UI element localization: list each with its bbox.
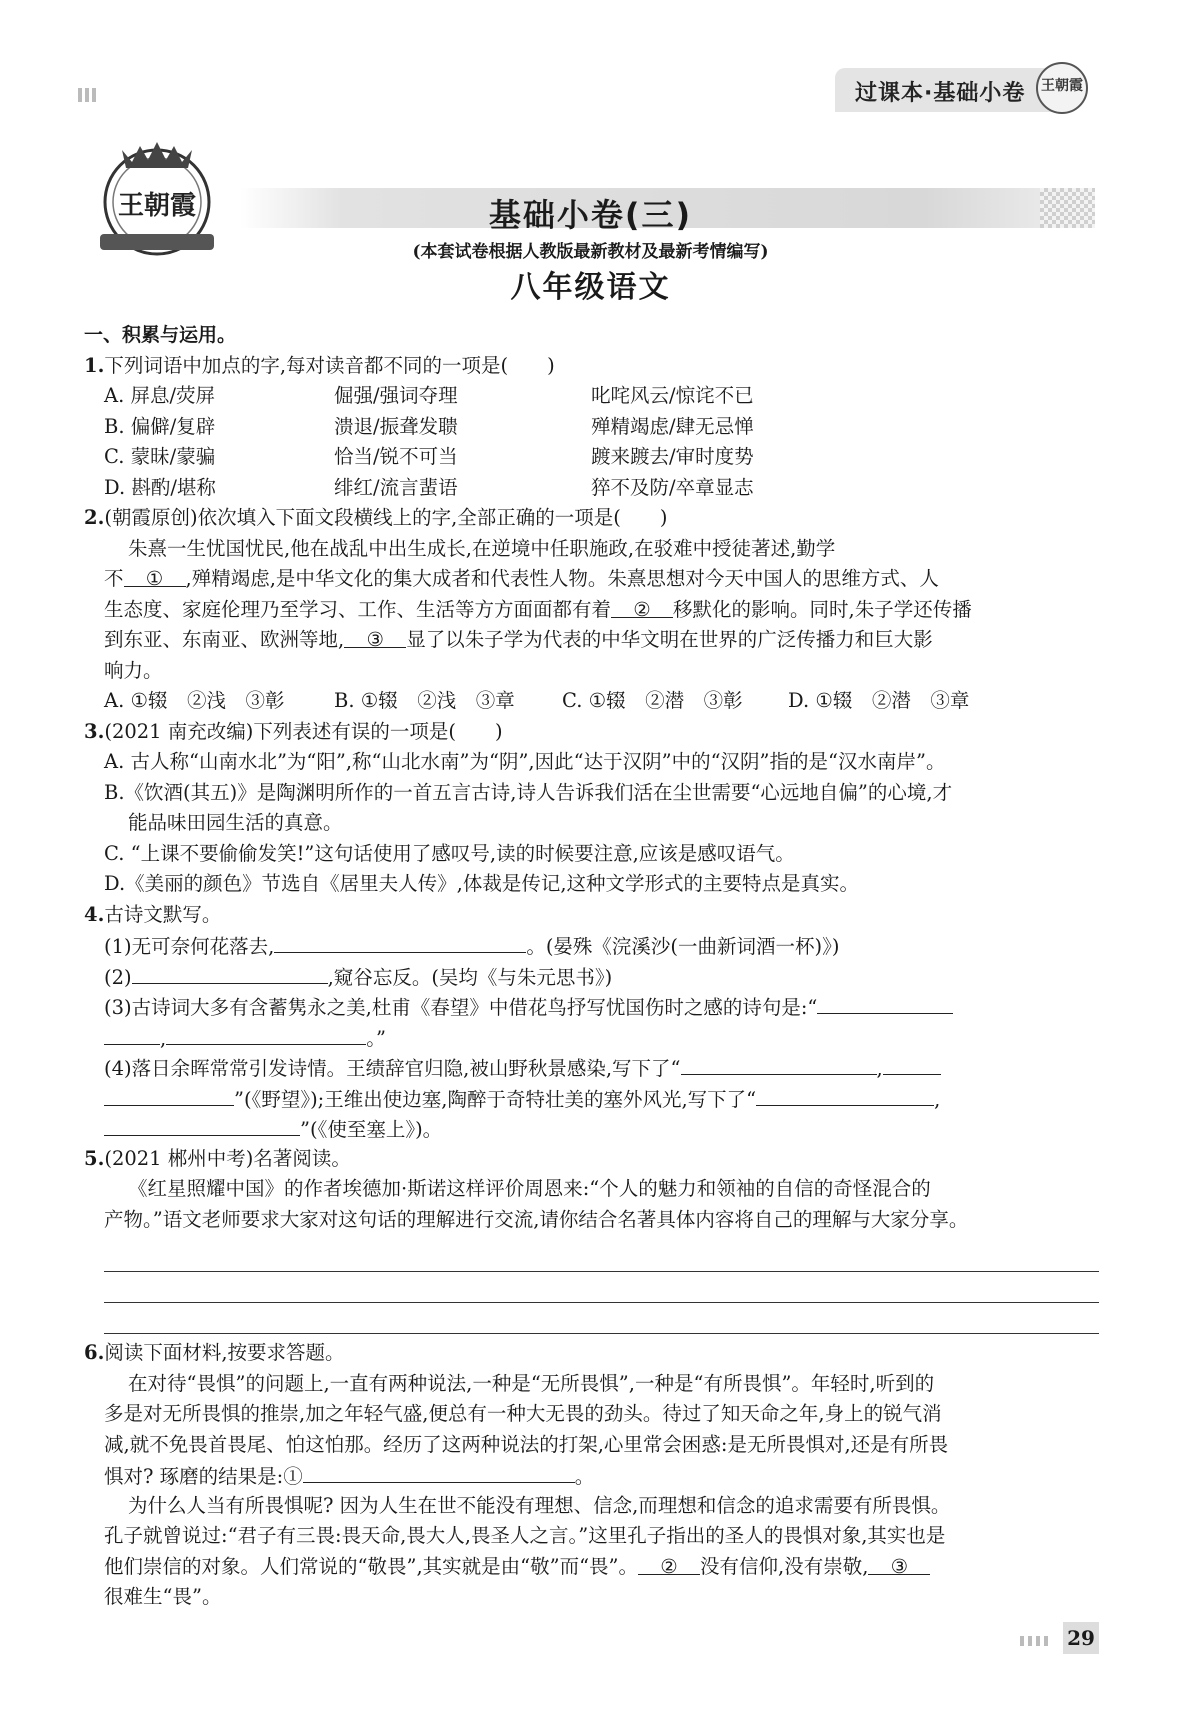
answer-blank[interactable]: [166, 1022, 366, 1045]
question-6-stem: 6.阅读下面材料,按要求答题。: [84, 1341, 345, 1364]
question-5-passage: 产物。”语文老师要求大家对这句话的理解进行交流,请你结合名著具体内容将自己的理解与大家分享。: [104, 1207, 969, 1231]
question-4-stem: 4.古诗文默写。: [84, 902, 222, 926]
answer-blank[interactable]: [104, 1022, 160, 1045]
question-3-option: B.《饮酒(其五)》是陶渊明所作的一首五言古诗,诗人告诉我们活在尘世需要“心远地自偏”的心境,才: [104, 780, 953, 804]
question-3-option: C. “上课不要偷偷发笑!”这句话使用了感叹号,读的时候要注意,应该是感叹语气。: [104, 841, 795, 865]
question-1-option-row: C. 蒙昧/蒙骗 恰当/锐不可当 踱来踱去/审时度势: [104, 445, 754, 468]
option[interactable]: C. ①辍 ②潜 ③彰: [562, 689, 743, 712]
answer-blank[interactable]: ②: [638, 1552, 700, 1575]
question-4-item: (1)无可奈何花落去, 。(晏殊《浣溪沙(一曲新词酒一杯)》): [84, 930, 1099, 961]
answer-blank[interactable]: ②: [611, 595, 673, 618]
question-1-stem: 1.下列词语中加点的字,每对读音都不同的一项是( ): [84, 353, 555, 377]
answer-blank[interactable]: [681, 1052, 877, 1075]
question-5-stem: 5.(2021 郴州中考)名著阅读。: [84, 1146, 351, 1170]
exam-content: [84, 320, 1099, 1613]
answer-line[interactable]: [104, 1272, 1099, 1303]
answer-blank[interactable]: [883, 1052, 941, 1075]
question-6-passage: 他们崇信的对象。人们常说的“敬畏”,其实就是由“敬”而“畏”。 ② 没有信仰,没有崇敬, ③: [84, 1552, 1099, 1583]
question-2-stem: 2.(朝霞原创)依次填入下面文段横线上的字,全部正确的一项是( ): [84, 506, 668, 529]
answer-line[interactable]: [104, 1303, 1099, 1334]
question-3-option: A. 古人称“山南水北”为“阳”,称“山北水南”为“阴”,因此“达于汉阴”中的“汉阴”指的是“汉水南岸”。: [104, 750, 946, 773]
answer-line[interactable]: [104, 1241, 1099, 1272]
question-6-passage: 惧对? 琢磨的结果是:① 。: [84, 1460, 1099, 1491]
question-4-item: ”(《野望》);王维出使边塞,陶醉于奇特壮美的塞外风光,写下了“ ,: [84, 1083, 1099, 1114]
question-3-option: 能品味田园生活的真意。: [128, 811, 343, 834]
question-5-passage: 《红星照耀中国》的作者埃德加·斯诺这样评价周恩来:“个人的魅力和领袖的自信的奇怪混合的: [128, 1177, 931, 1200]
question-6-passage: 孔子就曾说过:“君子有三畏:畏天命,畏大人,畏圣人之言。”这里孔子指出的圣人的畏惧对象,其实也是: [104, 1524, 946, 1547]
option[interactable]: B. ①辍 ②浅 ③章: [334, 689, 515, 712]
svg-text:王朝霞: 王朝霞: [117, 191, 197, 221]
option[interactable]: A. ①辍 ②浅 ③彰: [104, 689, 285, 712]
question-1-option-row: A. 屏息/荧屏 倔强/强词夺理 叱咤风云/惊诧不已: [104, 384, 754, 407]
answer-blank[interactable]: [104, 1083, 234, 1106]
page-title: 基础小卷(三): [488, 196, 693, 234]
page-subtitle: (本套试卷根据人教版最新教材及最新考情编写): [412, 242, 769, 262]
answer-blank[interactable]: [817, 991, 953, 1014]
answer-blank[interactable]: [303, 1460, 575, 1483]
answer-blank[interactable]: ③: [344, 625, 406, 648]
question-6-passage: 减,就不免畏首畏尾、怕这怕那。经历了这两种说法的打架,心里常会困惑:是无所畏惧对,还是有所畏: [104, 1432, 949, 1456]
question-4-item: , 。”: [84, 1022, 1099, 1053]
answer-blank[interactable]: [274, 930, 526, 953]
question-3-option: D.《美丽的颜色》节选自《居里夫人传》,体裁是传记,这种文学形式的主要特点是真实。: [104, 872, 860, 895]
answer-blank[interactable]: [104, 1113, 300, 1136]
question-1-option-row: D. 斟酌/堪称 绯红/流言蜚语 猝不及防/卒章显志: [104, 475, 754, 499]
answer-blank[interactable]: ①: [124, 564, 186, 587]
header-logo-text: 王朝霞: [1041, 78, 1083, 94]
answer-blank[interactable]: [132, 961, 328, 984]
corner-decoration: [78, 88, 98, 102]
section-heading: 一、积累与运用。: [84, 324, 237, 346]
question-6-passage: 为什么人当有所畏惧呢? 因为人生在世不能没有理想、信念,而理想和信念的追求需要有所畏惧。: [128, 1493, 951, 1517]
question-1-option-row: B. 偏僻/复辟 溃退/振聋发聩 殚精竭虑/肆无忌惮: [104, 414, 754, 438]
question-2-options: [84, 686, 1099, 717]
question-2-passage: 不 ① ,殚精竭虑,是中华文化的集大成者和代表性人物。朱熹思想对今天中国人的思维方式、人: [84, 564, 1099, 595]
header-logo: [1036, 62, 1088, 114]
question-4-item: (4)落日余晖常常引发诗情。王绩辞官归隐,被山野秋景感染,写下了“ ,: [84, 1052, 1099, 1083]
option[interactable]: D. ①辍 ②潜 ③章: [788, 689, 970, 712]
question-2-passage: 生态度、家庭伦理乃至学习、工作、生活等方方面面都有着 ② 移默化的影响。同时,朱子学还传播: [84, 595, 1099, 626]
answer-blank[interactable]: ③: [868, 1552, 930, 1575]
question-3-stem: 3.(2021 南充改编)下列表述有误的一项是( ): [84, 719, 503, 743]
series-title: 过课本·基础小卷: [855, 81, 1026, 106]
answer-blank[interactable]: [756, 1083, 934, 1106]
question-2-passage: 朱熹一生忧国忧民,他在战乱中出生成长,在逆境中任职施政,在驳难中授徒著述,勤学: [128, 536, 836, 560]
question-6-passage: 多是对无所畏惧的推崇,加之年轻气盛,便总有一种大无畏的劲头。待过了知天命之年,身上的锐气消: [104, 1402, 942, 1425]
question-2-passage: 到东亚、东南亚、欧洲等地, ③ 显了以朱子学为代表的中华文明在世界的广泛传播力和巨大影: [84, 625, 1099, 656]
footer-decoration: [1020, 1636, 1050, 1646]
grade-title: 八年级语文: [510, 270, 671, 305]
question-6-passage: 很难生“畏”。: [104, 1585, 222, 1608]
question-2-passage: 响力。: [104, 658, 163, 682]
question-4-item: (3)古诗词大多有含蓄隽永之美,杜甫《春望》中借花鸟抒写忧国伤时之感的诗句是:“: [84, 991, 1099, 1022]
question-4-item: (2) ,窥谷忘反。(吴均《与朱元思书》): [84, 961, 1099, 992]
page-number: 29: [1063, 1622, 1099, 1654]
question-4-item: ”(《使至塞上》)。: [84, 1113, 1099, 1144]
question-6-passage: 在对待“畏惧”的问题上,一直有两种说法,一种是“无所畏惧”,一种是“有所畏惧”。年轻时,听到的: [128, 1371, 935, 1395]
